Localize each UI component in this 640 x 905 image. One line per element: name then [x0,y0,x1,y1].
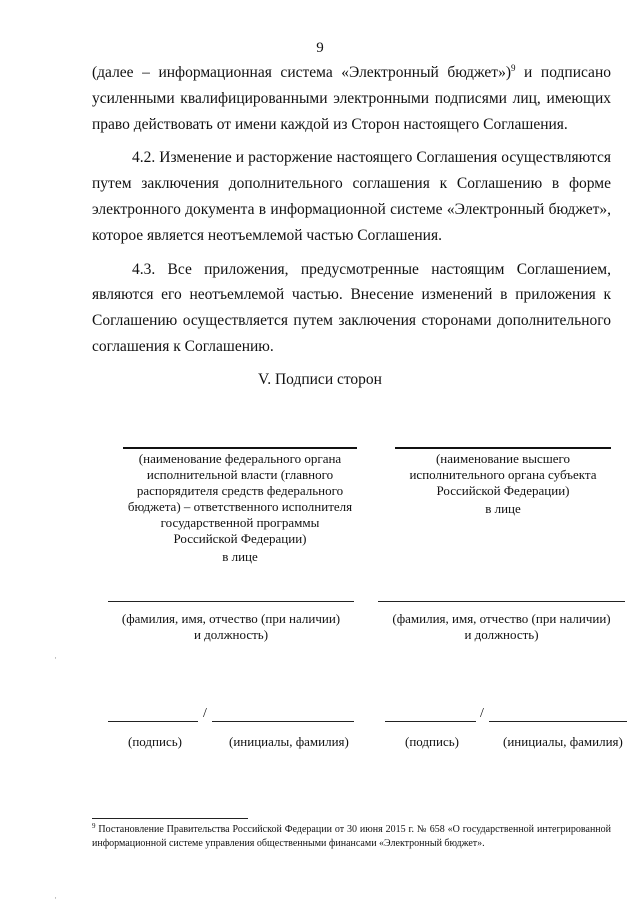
left-org-line-1: (наименование федерального органа [138,451,342,466]
footnote-separator [92,818,248,819]
right-initials-line [489,721,627,722]
section-title: V. Подписи сторон [258,371,382,388]
right-org-line-2: исполнительного органа субъекта [409,467,597,482]
right-in-person: в лице [485,501,521,516]
p1-text-end: и подписано усиленными квалифицированными электронными подписями лиц, имеющих право действовать от имени каждой из Сторон настоящего Соглашения. [92,64,611,133]
right-sign-label: (подпись) [405,734,459,749]
p1-text-start: (далее – информационная система «Электронный бюджет») [92,64,511,81]
footnote-marker: 9 [92,822,96,830]
left-org-line-4: бюджета) – ответственного исполнителя [127,499,353,514]
right-initials-label: (инициалы, фамилия) [503,734,623,749]
paragraph-4-3: 4.3. Все приложения, предусмотренные настоящим Соглашением, являются его неотъемлемой частью. Внесение изменений в приложения к Соглашению осуществляется путем заключения сторонами дополнительного соглашения к Соглашению. [92,260,611,355]
left-org-caption [100,451,380,565]
paragraph-4-1-continuation [92,60,611,137]
left-sign-label: (подпись) [128,734,182,749]
left-name-line-2: и должность) [193,627,269,642]
left-slash: / [203,706,207,721]
right-name-line-1: (фамилия, имя, отчество (при наличии) [392,611,611,626]
right-signature-line [385,721,476,722]
right-org-caption [380,451,626,517]
main-text [92,60,611,360]
right-name-line-2: и должность) [464,627,539,642]
margin-mark: · [54,893,57,903]
right-org-line [395,447,611,449]
left-in-person: в лице [222,549,258,564]
margin-mark: · [54,653,57,663]
left-signature-line [108,721,198,722]
footnote [92,823,611,851]
left-initials-label: (инициалы, фамилия) [229,734,349,749]
left-name-caption [100,611,362,643]
left-org-line-3: распорядителя средств федерального [136,483,344,498]
left-org-line-5: государственной программы [160,515,320,530]
right-org-line-3: Российской Федерации) [436,483,570,498]
footnote-text: Постановление Правительства Российской Федерации от 30 июня 2015 г. № 658 «О государственной интегрированной информационной системе управления общественными финансами «Электронный бюджет». [92,824,611,849]
right-name-line [378,601,625,602]
left-initials-line [212,721,354,722]
left-org-line-2: исполнительной власти (главного [146,467,334,482]
left-name-line [108,601,354,602]
left-org-line-6: Российской Федерации) [173,531,307,546]
paragraph-4-2: 4.2. Изменение и расторжение настоящего Соглашения осуществляются путем заключения дополнительного соглашения к Соглашению в форме электронного документа в информационной системе «Электронный бюджет», которое является неотъемлемой частью Соглашения. [92,149,611,244]
right-org-line-1: (наименование высшего [435,451,571,466]
footnote-ref[interactable]: 9 [510,63,516,73]
right-name-caption [378,611,625,643]
page-number: 9 [316,40,324,56]
left-name-line-1: (фамилия, имя, отчество (при наличии) [121,611,341,626]
right-slash: / [480,706,484,721]
left-org-line [123,447,357,449]
